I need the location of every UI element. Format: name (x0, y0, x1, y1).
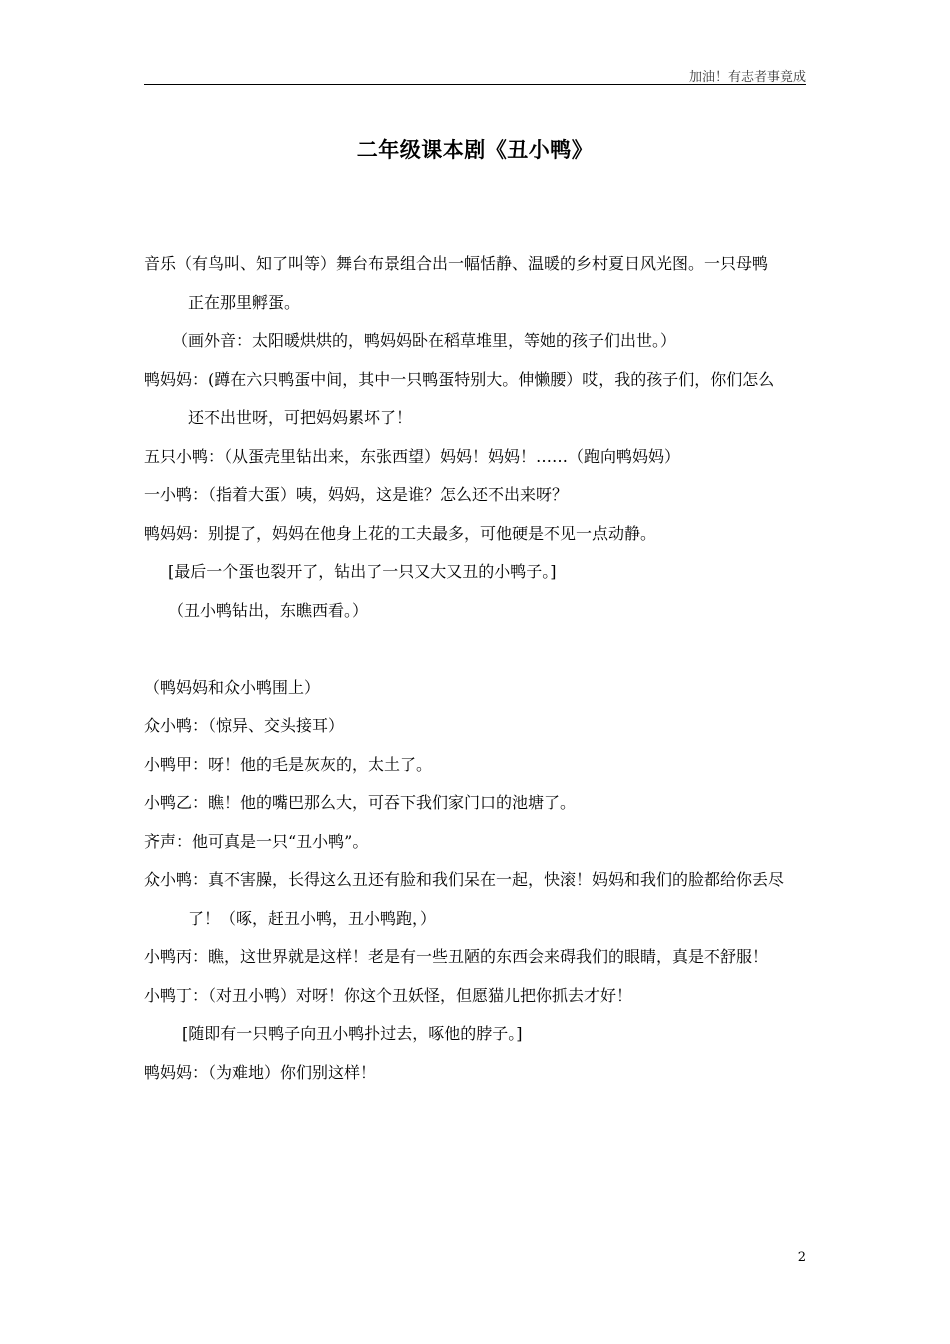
stage-direction: （画外音：太阳暖烘烘的，鸭妈妈卧在稻草堆里，等她的孩子们出世。） (172, 331, 677, 350)
paragraph-opening: 音乐（有鸟叫、知了叫等）舞台布景组合出一幅恬静、温暖的乡村夏日风光图。一只母鸭 (144, 254, 769, 273)
stage-direction: [最后一个蛋也裂开了，钻出了一只又大又丑的小鸭子。] (168, 562, 557, 581)
header-divider (144, 84, 806, 85)
stage-direction: （鸭妈妈和众小鸭围上） (144, 677, 321, 697)
dialogue-line: 众小鸭：真不害臊，长得这么丑还有脸和我们呆在一起，快滚！妈妈和我们的脸都给你丢尽 (144, 870, 785, 889)
dialogue-line: 一小鸭：（指着大蛋）咦，妈妈，这是谁？怎么还不出来呀？ (144, 485, 569, 504)
header-motto: 加油！有志者事竟成 (688, 70, 806, 85)
dialogue-line: 小鸭乙：瞧！他的嘴巴那么大，可吞下我们家门口的池塘了。 (144, 793, 577, 812)
paragraph-continuation: 了！（啄，赶丑小鸭，丑小鸭跑，） (188, 908, 437, 928)
dialogue-line: 鸭妈妈：别提了，妈妈在他身上花的工夫最多，可他硬是不见一点动静。 (144, 523, 657, 543)
stage-direction: [随即有一只鸭子向丑小鸭扑过去，啄他的脖子。] (182, 1024, 523, 1043)
dialogue-line: 鸭妈妈：(蹲在六只鸭蛋中间，其中一只鸭蛋特别大。伸懒腰）哎，我的孩子们，你们怎么 (144, 369, 775, 389)
stage-direction: （丑小鸭钻出，东瞧西看。） (168, 600, 369, 620)
blank-line (144, 630, 806, 669)
paragraph-continuation: 正在那里孵蛋。 (188, 292, 301, 312)
dialogue-line: 小鸭丁：（对丑小鸭）对呀！你这个丑妖怪，但愿猫儿把你抓去才好！ (144, 985, 633, 1005)
script-body (144, 245, 806, 1092)
dialogue-line: 五只小鸭：（从蛋壳里钻出来，东张西望）妈妈！妈妈！……（跑向鸭妈妈） (144, 446, 681, 466)
dialogue-line: 小鸭甲：呀！他的毛是灰灰的，太土了。 (144, 754, 433, 774)
dialogue-line: 齐声：他可真是一只“丑小鸭”。 (144, 831, 369, 851)
page-number: 2 (797, 1250, 806, 1265)
dialogue-line: 小鸭丙：瞧，这世界就是这样！老是有一些丑陋的东西会来碍我们的眼睛，真是不舒服！ (144, 947, 769, 966)
paragraph-continuation: 还不出世呀，可把妈妈累坏了！ (188, 408, 413, 427)
dialogue-line: 鸭妈妈：（为难地）你们别这样！ (144, 1062, 377, 1082)
document-title: 二年级课本剧《丑小鸭》 (356, 137, 594, 162)
dialogue-line: 众小鸭：（惊异、交头接耳） (144, 716, 345, 735)
